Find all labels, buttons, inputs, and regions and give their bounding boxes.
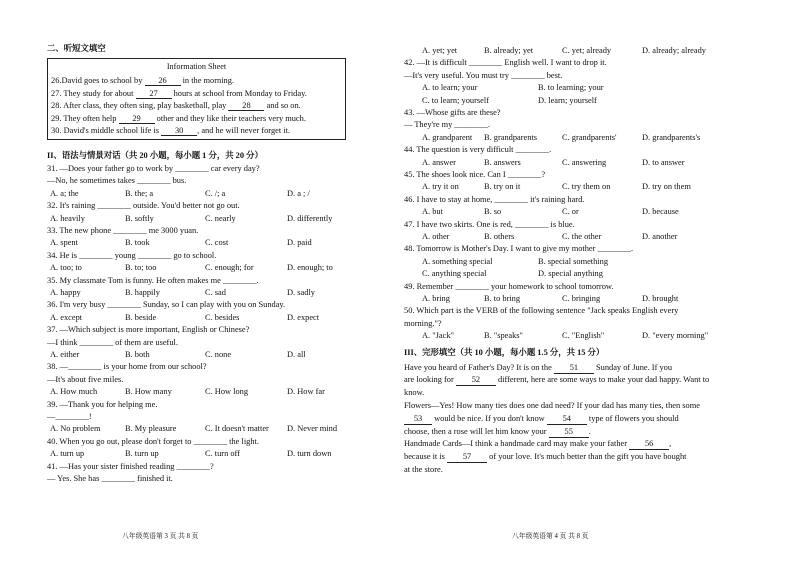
information-sheet-box — [47, 58, 346, 140]
option: B. beside — [125, 312, 157, 322]
option: A. yet; yet — [422, 46, 458, 55]
info-sheet-line — [51, 101, 301, 111]
question-text: 34. He is ________ young ________ go to school. — [47, 250, 217, 260]
question-text: 45. The shoes look nice. Can I ________? — [404, 170, 546, 179]
option: B. both — [125, 350, 150, 359]
option: D. "every morning" — [642, 331, 709, 341]
cloze-text: of your love. It's much better than the gift you have bought — [487, 452, 687, 462]
question-text: 39. —Thank you for helping me. — [47, 399, 158, 409]
cloze-blank: 54 — [547, 414, 587, 425]
cloze-line — [404, 388, 424, 398]
cloze-line — [404, 414, 679, 425]
info-line-post: other and they like their teachers very much. — [154, 113, 306, 123]
option: B. the; a — [125, 188, 154, 198]
info-sheet-line — [51, 76, 234, 86]
option: B. How many — [125, 387, 172, 397]
cloze-blank: 52 — [456, 375, 496, 386]
option: B. to; too — [125, 263, 157, 273]
option: B. softly — [125, 213, 154, 223]
cloze-text: are looking for — [404, 375, 456, 385]
option: C. answering — [562, 157, 607, 167]
info-line-post: , and he will never forget it. — [197, 126, 291, 135]
option: A. answer — [422, 157, 456, 167]
cloze-text: know. — [404, 388, 425, 398]
cloze-blank: 57 — [447, 452, 487, 463]
option: A. No problem — [50, 424, 101, 434]
option: B. others — [484, 232, 515, 241]
option: C. anything special — [422, 269, 487, 279]
option: D. expect — [287, 312, 320, 322]
option: B. special something — [538, 256, 609, 266]
option: D. because — [642, 207, 679, 217]
option: D. a ; / — [287, 188, 310, 198]
option: D. special anything — [538, 269, 603, 279]
info-line-post: in the morning. — [180, 76, 235, 85]
option: D. learn; yourself — [538, 95, 597, 105]
option: D. How far — [287, 387, 325, 397]
option: A. too; to — [50, 263, 82, 273]
cloze-text: Sunday of June. If you — [593, 362, 673, 372]
option: C. How long — [205, 387, 249, 397]
question-text: 33. The new phone ________ me 3000 yuan. — [47, 226, 199, 235]
option: D. to answer — [642, 157, 685, 167]
question-text: 42. —It is difficult ________ English well. I want to drop it. — [404, 58, 607, 68]
option: A. either — [50, 350, 80, 359]
answer-blank: 29 — [119, 114, 155, 124]
option: C. grandparents' — [562, 132, 617, 142]
info-line-post: hours at school from Monday to Friday. — [171, 88, 307, 98]
section-title: II、语法与情景对话（共 20 小题，每小题 1 分，共 20 分） — [47, 151, 263, 160]
option: C. or — [562, 207, 579, 217]
question-text: 31. —Does your father go to work by ________ car every day? — [47, 164, 260, 173]
option: B. turn up — [125, 449, 159, 459]
info-line-pre: 29. They often help — [51, 113, 119, 123]
info-line-post: and so on. — [264, 101, 301, 110]
question-text: 49. Remember ________ your homework to school tomorrow. — [404, 281, 614, 291]
page-footer: 八年级英语第 3 页 共 8 页 — [122, 533, 199, 540]
option: B. happily — [125, 288, 160, 297]
cloze-line — [404, 363, 672, 374]
cloze-text: Handmade Cards—I think a handmade card may make your father — [404, 439, 630, 449]
option: D. already; already — [642, 46, 706, 55]
option: D. paid — [287, 238, 312, 248]
cloze-line — [404, 427, 591, 438]
info-line-pre: 28. After class, they often sing, play basketball, play — [51, 101, 229, 110]
option: A. heavily — [50, 213, 85, 223]
option: C. bringing — [562, 294, 601, 303]
option: B. "speaks" — [484, 331, 523, 341]
option: A. grandparent — [422, 132, 473, 142]
option: D. grandparents's — [642, 132, 701, 142]
cloze-text: choose, then a rose will let him know your — [404, 426, 549, 436]
cloze-blank: 55 — [549, 427, 589, 438]
option: D. differently — [287, 213, 333, 223]
question-text: 43. —Whose gifts are these? — [404, 108, 501, 117]
answer-blank: 27 — [136, 89, 172, 99]
option: A. try it on — [422, 182, 459, 192]
option: A. bring — [422, 294, 450, 303]
info-line-pre: 26.David goes to school by — [51, 76, 145, 85]
question-text: —I think ________ of them are useful. — [47, 337, 178, 347]
option: C. yet; already — [562, 46, 612, 55]
question-text: —No, he sometimes takes ________ bus. — [47, 176, 187, 186]
option: C. besides — [205, 312, 240, 322]
option: C. to learn; yourself — [422, 95, 489, 105]
question-text: 48. Tomorrow is Mother's Day. I want to give my mother ________. — [404, 244, 634, 254]
option: C. sad — [205, 288, 226, 297]
answer-blank: 30 — [161, 126, 197, 136]
question-text: —It's about five miles. — [47, 374, 124, 384]
cloze-text: at the store. — [404, 465, 443, 474]
cloze-text: type of flowers you should — [586, 413, 679, 423]
option: C. cost — [205, 238, 229, 248]
question-text: 40. When you go out, please don't forget to ________ the light. — [47, 436, 259, 446]
question-text: 38. —________ is your home from our school? — [47, 362, 207, 372]
question-text: morning."? — [404, 318, 442, 328]
info-line-pre: 30. David's middle school life is — [51, 126, 162, 135]
question-text: 50. Which part is the VERB of the following sentence "Jack speaks English every — [404, 306, 679, 316]
info-sheet-line — [51, 89, 307, 99]
option: A. How much — [50, 387, 98, 397]
option: D. Never mind — [287, 424, 338, 434]
option: C. try them on — [562, 182, 611, 192]
cloze-line — [404, 401, 700, 411]
info-sheet-line — [51, 126, 290, 136]
question-text: 37. —Which subject is more important, English or Chinese? — [47, 325, 250, 335]
option: A. turn up — [50, 449, 85, 459]
option: B. to learning; your — [538, 83, 604, 93]
question-text: 32. It's raining ________ outside. You'd better not go out. — [47, 201, 240, 211]
section-title: 二、听短文填空 — [47, 44, 106, 53]
option: D. sadly — [287, 288, 315, 297]
cloze-blank: 51 — [554, 363, 594, 374]
option: A. to learn; your — [422, 83, 478, 93]
section-title: III、完形填空（共 10 小题，每小题 1.5 分，共 15 分） — [404, 347, 605, 357]
option: B. so — [484, 207, 502, 217]
option: C. the other — [562, 232, 602, 241]
option: D. try on them — [642, 182, 691, 192]
option: C. enough; for — [205, 263, 254, 273]
cloze-line — [404, 375, 709, 386]
cloze-text: would be nice. If you don't know — [432, 413, 547, 423]
question-text: 36. I'm very busy ________ Sunday, so I can play with you on Sunday. — [47, 300, 286, 310]
option: B. took — [125, 238, 150, 248]
question-text: 41. —Has your sister finished reading ________? — [47, 461, 214, 471]
option: B. try on it — [484, 182, 521, 192]
option: C. /; a — [205, 188, 226, 198]
option: A. a; the — [50, 188, 79, 198]
cloze-blank: 53 — [404, 414, 432, 425]
option: C. "English" — [562, 331, 605, 341]
question-text: 47. I have two skirts. One is red, ________ is blue. — [404, 219, 575, 229]
information-sheet-title: Information Sheet — [166, 62, 227, 71]
option: B. grandparents — [484, 132, 538, 142]
page-footer: 八年级英语第 4 页 共 8 页 — [512, 533, 589, 540]
cloze-text: because it is — [404, 452, 448, 462]
info-sheet-line — [51, 114, 306, 124]
option: A. spent — [50, 238, 78, 248]
cloze-text: , — [669, 439, 672, 449]
option: D. turn down — [287, 449, 332, 459]
option: B. already; yet — [484, 46, 534, 55]
option: C. It doesn't matter — [205, 424, 269, 434]
cloze-blank: 56 — [629, 439, 669, 450]
option: C. nearly — [205, 213, 236, 223]
option: A. except — [50, 312, 83, 322]
option: B. answers — [484, 157, 521, 167]
option: A. "Jack" — [422, 331, 454, 341]
question-text: — They're my ________. — [404, 120, 491, 130]
option: D. another — [642, 232, 678, 241]
option: A. happy — [50, 288, 81, 297]
cloze-text: different, here are some ways to make your dad happy. Want to — [495, 375, 710, 385]
question-text: — Yes. She has ________ finished it. — [47, 474, 173, 483]
info-line-pre: 27. They study for about — [51, 88, 136, 98]
option: A. other — [422, 232, 450, 241]
question-text: 44. The question is very difficult ________. — [404, 145, 552, 155]
question-text: 35. My classmate Tom is funny. He often makes me ________. — [47, 275, 259, 285]
option: D. brought — [642, 294, 679, 303]
cloze-line — [404, 439, 671, 450]
option: A. something special — [422, 256, 493, 266]
question-text: —It's very useful. You must try ________ best. — [404, 70, 563, 80]
option: D. enough; to — [287, 263, 333, 273]
cloze-line — [404, 465, 443, 475]
option: B. to bring — [484, 294, 521, 303]
question-text: 46. I have to stay at home, ________ it's raining hard. — [404, 194, 585, 204]
cloze-text: Flowers—Yes! How many ties does one dad need? If your dad has many ties, then some — [404, 401, 700, 410]
option: C. turn off — [205, 449, 240, 459]
option: D. all — [287, 350, 306, 359]
answer-blank: 26 — [145, 76, 181, 86]
question-text: —________! — [47, 412, 92, 421]
answer-blank: 28 — [228, 101, 264, 111]
cloze-text: . — [588, 426, 591, 436]
cloze-text: Have you heard of Father's Day? It is on the — [404, 362, 554, 372]
option: C. none — [205, 350, 232, 359]
option: A. but — [422, 207, 443, 217]
option: B. My pleasure — [125, 424, 177, 434]
cloze-line — [404, 452, 686, 463]
